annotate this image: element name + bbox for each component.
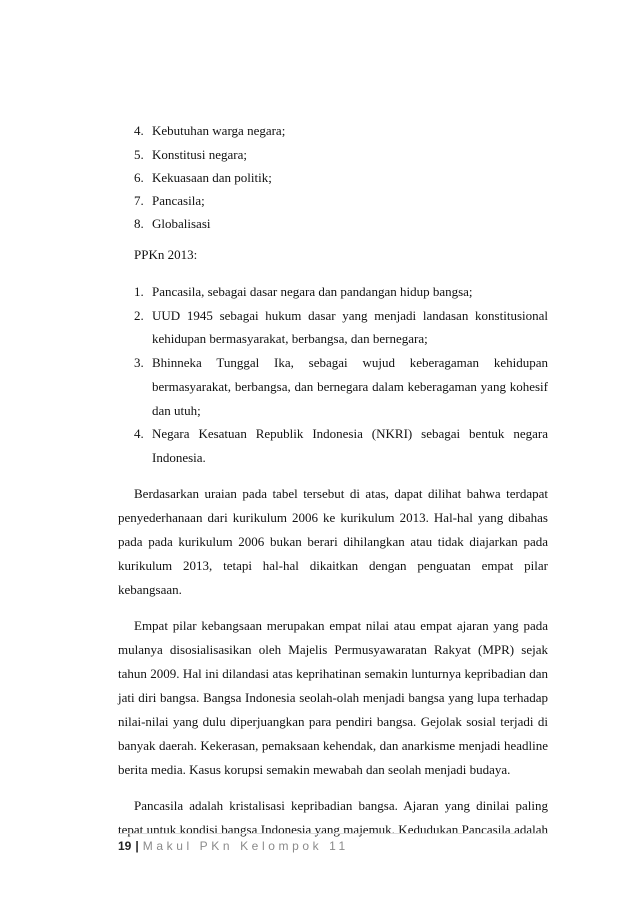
- page-footer: [118, 839, 349, 853]
- list-text-line: Indonesia.: [152, 450, 206, 465]
- list-number: 4.: [134, 426, 144, 441]
- paragraph-line: Pancasila adalah kristalisasi kepribadian bangsa. Ajaran yang dinilai paling: [134, 798, 548, 813]
- list-number: 6.: [134, 170, 144, 185]
- paragraph-line: Empat pilar kebangsaan merupakan empat nilai atau empat ajaran yang pada: [134, 618, 548, 633]
- paragraph-line: kurikulum 2013, tetapi hal-hal dikaitkan dengan penguatan empat pilar: [118, 558, 548, 573]
- page-number: 19: [118, 839, 132, 853]
- list-text-line: kehidupan bermasyarakat, berbangsa, dan bernegara;: [152, 331, 428, 346]
- list-number: 1.: [134, 284, 144, 299]
- footer-separator: |: [135, 839, 139, 853]
- list-number: 7.: [134, 193, 144, 208]
- paragraph-line: tahun 2009. Hal ini dilandasi atas keprihatinan semakin lunturnya kepribadian dan: [118, 666, 548, 681]
- paragraph-line: banyak daerah. Kekerasan, pemaksaan kehendak, dan anarkisme menjadi headline: [118, 738, 548, 753]
- list-text: Globalisasi: [152, 216, 211, 231]
- footer-title: Makul PKn Kelompok 11: [142, 839, 349, 853]
- list-text: Konstitusi negara;: [152, 147, 247, 162]
- paragraph-line: Berdasarkan uraian pada tabel tersebut di atas, dapat dilihat bahwa terdapat: [134, 486, 548, 501]
- list-text: Pancasila;: [152, 193, 205, 208]
- list-number: 5.: [134, 147, 144, 162]
- list-text: Kekuasaan dan politik;: [152, 170, 272, 185]
- list-number: 8.: [134, 216, 144, 231]
- list-number: 4.: [134, 123, 144, 138]
- list-text-line: Pancasila, sebagai dasar negara dan pandangan hidup bangsa;: [152, 284, 473, 299]
- paragraph-line: penyederhanaan dari kurikulum 2006 ke kurikulum 2013. Hal-hal yang dibahas: [118, 510, 548, 525]
- paragraph-line: nilai-nilai yang dulu diperjuangkan para pendiri bangsa. Gejolak sosial terjadi di: [118, 714, 548, 729]
- paragraph-line: mulanya disosialisasikan oleh Majelis Permusyawaratan Rakyat (MPR) sejak: [118, 642, 548, 657]
- section-heading: PPKn 2013:: [134, 247, 198, 262]
- list-number: 2.: [134, 308, 144, 323]
- list-text-line: bermasyarakat, berbangsa, dan bernegara dalam keberagaman yang kohesif: [152, 379, 548, 394]
- list-text-line: Negara Kesatuan Republik Indonesia (NKRI) sebagai bentuk negara: [152, 426, 548, 441]
- paragraph-line: pada pada kurikulum 2006 bukan berari dihilangkan atau tidak diajarkan pada: [118, 534, 548, 549]
- list-text: Kebutuhan warga negara;: [152, 123, 286, 138]
- list-text-line: dan utuh;: [152, 403, 201, 418]
- list-text-line: Bhinneka Tunggal Ika, sebagai wujud keberagaman kehidupan: [152, 355, 548, 370]
- footer-divider: [118, 833, 548, 834]
- paragraph-line: berita media. Kasus korupsi semakin mewabah dan seolah menjadi budaya.: [118, 762, 511, 777]
- paragraph-line: kebangsaan.: [118, 582, 182, 597]
- paragraph-line: jati diri bangsa. Bangsa Indonesia seolah-olah menjadi bangsa yang lupa terhadap: [118, 690, 548, 705]
- paragraph-line: tepat untuk kondisi bangsa Indonesia yang majemuk. Kedudukan Pancasila adalah: [118, 822, 548, 837]
- list-text-line: UUD 1945 sebagai hukum dasar yang menjadi landasan konstitusional: [152, 308, 548, 323]
- list-number: 3.: [134, 355, 144, 370]
